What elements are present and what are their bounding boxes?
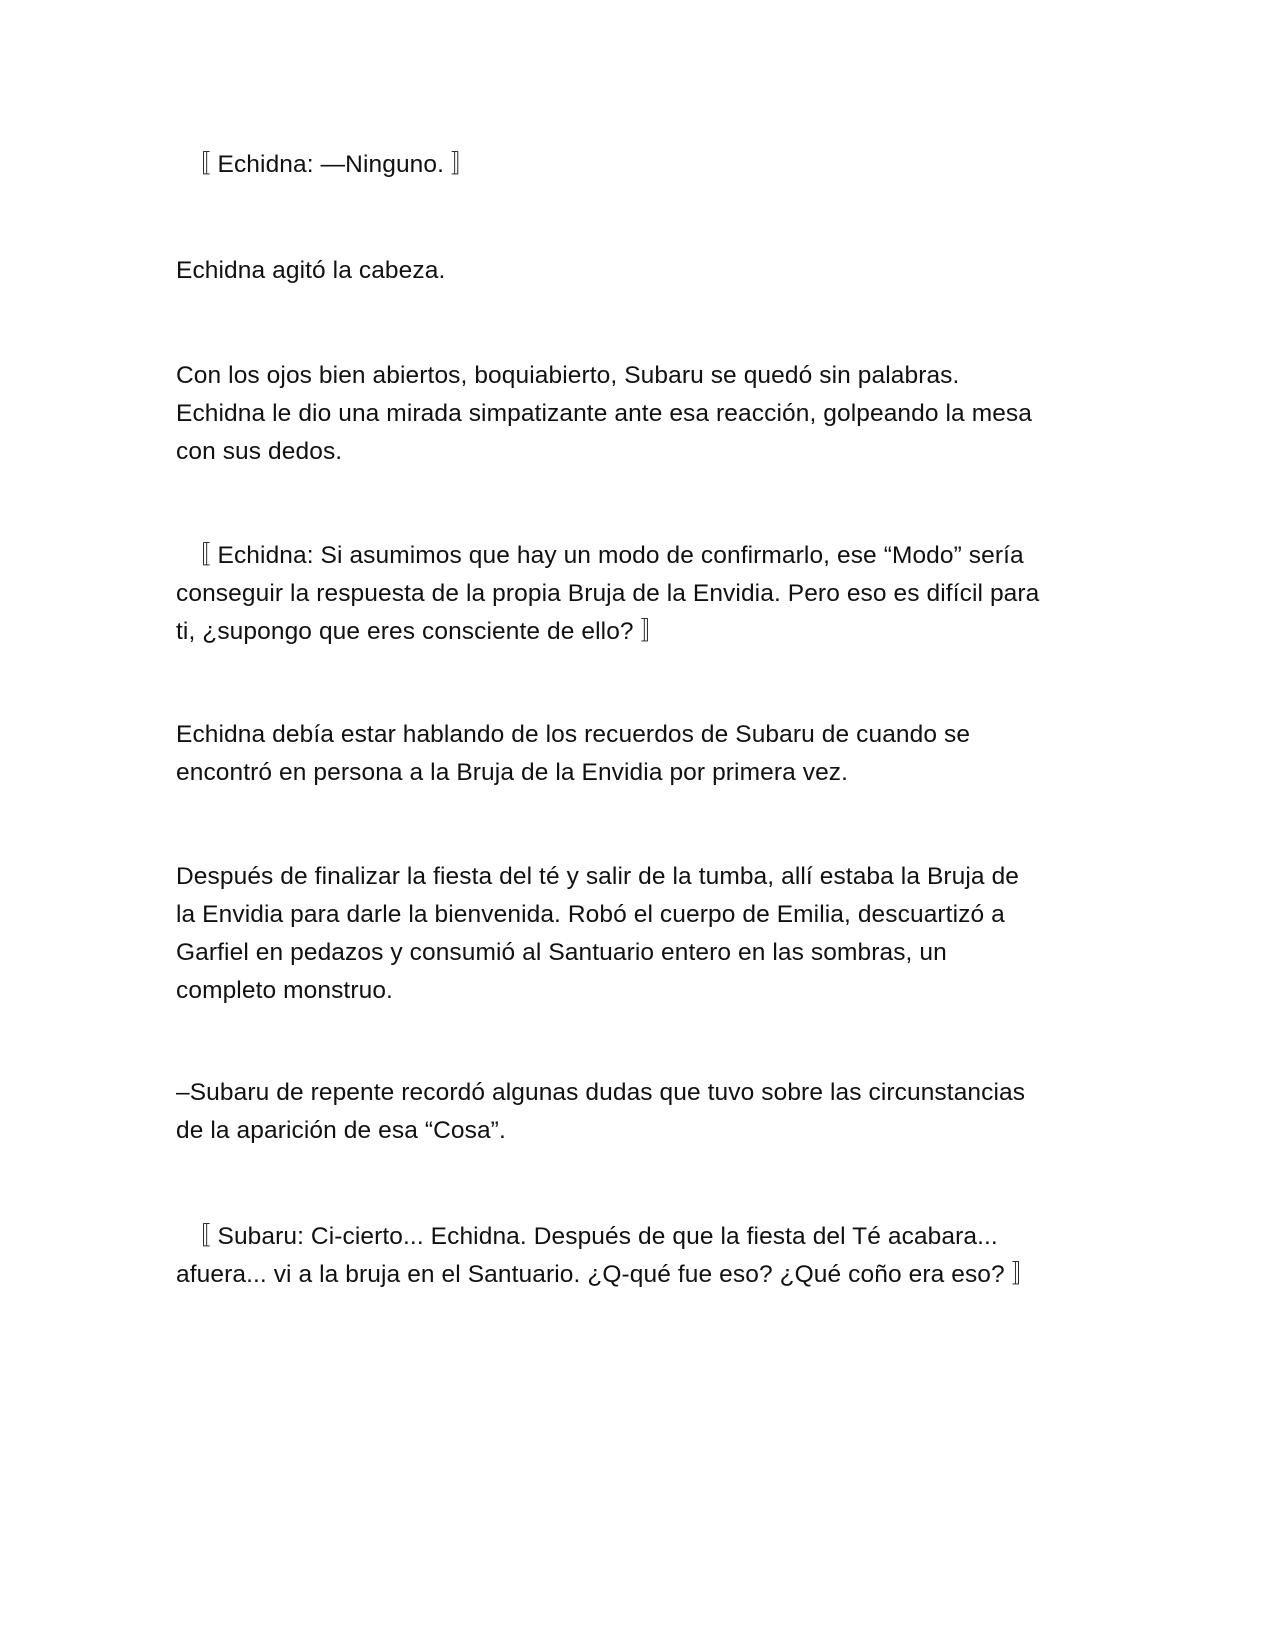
text-line: completo monstruo. xyxy=(176,977,393,1004)
paragraph-narration-3 xyxy=(176,716,1116,792)
text-line: Echidna debía estar hablando de los recuerdos de Subaru de cuando se xyxy=(176,721,971,748)
text-line: 〚 Echidna: —Ninguno. 〛 xyxy=(186,151,476,178)
paragraph-narration-1 xyxy=(176,252,1116,290)
text-line: la Envidia para darle la bienvenida. Robó el cuerpo de Emilia, descuartizó a xyxy=(176,901,1005,928)
text-line: –Subaru de repente recordó algunas dudas que tuvo sobre las circunstancias xyxy=(176,1079,1026,1106)
text-line: ti, ¿supongo que eres consciente de ello? 〛 xyxy=(176,618,666,645)
paragraph-dialogue-subaru xyxy=(176,1218,1116,1294)
paragraph-narration-2 xyxy=(176,357,1116,471)
text-line: encontró en persona a la Bruja de la Envidia por primera vez. xyxy=(176,759,849,786)
paragraph-narration-4 xyxy=(176,858,1116,1010)
text-line: Después de finalizar la fiesta del té y salir de la tumba, allí estaba la Bruja de xyxy=(176,863,1020,890)
text-line: 〚 Echidna: Si asumimos que hay un modo de confirmarlo, ese “Modo” sería xyxy=(186,542,1024,569)
text-line: con sus dedos. xyxy=(176,438,343,465)
text-line: afuera... vi a la bruja en el Santuario. ¿Q-qué fue eso? ¿Qué coño era eso? 〛 xyxy=(176,1261,1037,1288)
paragraph-dialogue-echidna-2 xyxy=(176,537,1116,651)
text-line: Garfiel en pedazos y consumió al Santuario entero en las sombras, un xyxy=(176,939,947,966)
text-line: Echidna le dio una mirada simpatizante ante esa reacción, golpeando la mesa xyxy=(176,400,1033,427)
text-line: de la aparición de esa “Cosa”. xyxy=(176,1117,506,1144)
paragraph-dialogue-echidna-1 xyxy=(176,146,1116,184)
text-line: Con los ojos bien abiertos, boquiabierto, Subaru se quedó sin palabras. xyxy=(176,362,960,389)
text-line: conseguir la respuesta de la propia Bruja de la Envidia. Pero eso es difícil para xyxy=(176,580,1040,607)
paragraph-narration-5 xyxy=(176,1074,1116,1150)
text-line: Echidna agitó la cabeza. xyxy=(176,257,446,284)
text-line: 〚 Subaru: Ci-cierto... Echidna. Después de que la fiesta del Té acabara... xyxy=(186,1223,998,1250)
